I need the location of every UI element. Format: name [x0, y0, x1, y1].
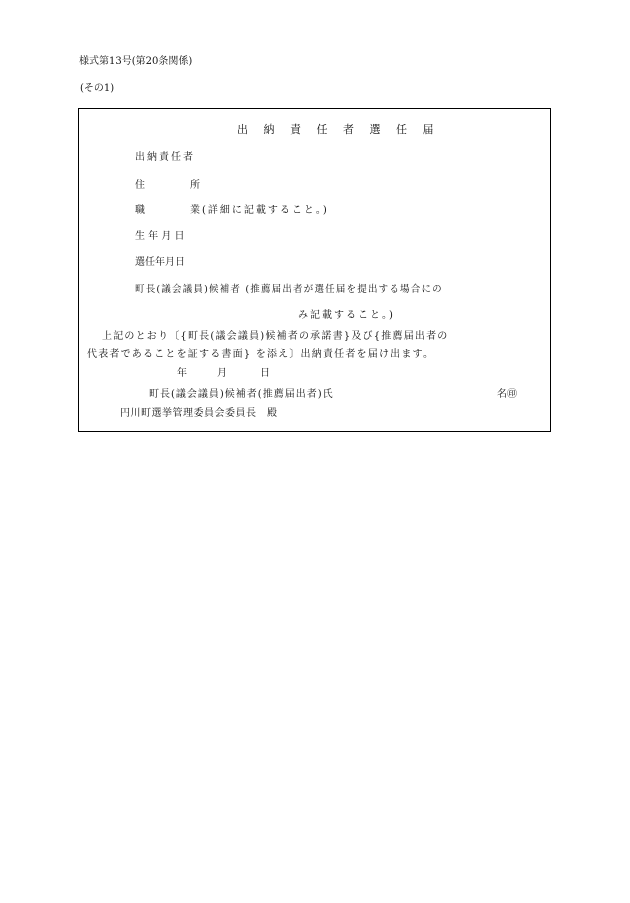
appointment-date-label: 選任年月日 — [135, 257, 185, 268]
address-label-a: 住 — [135, 180, 145, 191]
address-label-b: 所 — [190, 180, 200, 191]
form-title: 出 納 責 任 者 選 任 届 — [237, 123, 440, 136]
form-box — [78, 108, 551, 432]
birthdate-label: 生 年 月 日 — [135, 231, 185, 242]
occupation-label-a: 職 — [135, 205, 145, 216]
form-part: (その1) — [80, 83, 115, 94]
statement-line-1: 上記のとおり〔{町長(議会議員)候補者の承諾書}及び{推薦届出者の — [102, 331, 449, 342]
signer-name-seal: 名㊞ — [497, 389, 517, 400]
statement-line-2: 代表者であることを証する書面} を添え〕出納責任者を届け出ます。 — [87, 349, 435, 360]
candidate-label-cont: み記載すること。) — [298, 310, 395, 321]
date-month: 月 — [217, 368, 227, 379]
addressee: 円川町選挙管理委員会委員長 殿 — [120, 408, 278, 419]
treasurer-label: 出納責任者 — [135, 152, 195, 163]
date-day: 日 — [260, 368, 270, 379]
candidate-label: 町長(議会議員)候補者 (推薦届出者が選任届を提出する場合にの — [135, 284, 443, 295]
date-year: 年 — [177, 368, 187, 379]
occupation-label-b: 業(詳細に記載すること。) — [190, 205, 329, 216]
form-number: 様式第13号(第20条関係) — [79, 56, 193, 67]
signer-label: 町長(議会議員)候補者(推薦届出者)氏 — [149, 389, 334, 400]
